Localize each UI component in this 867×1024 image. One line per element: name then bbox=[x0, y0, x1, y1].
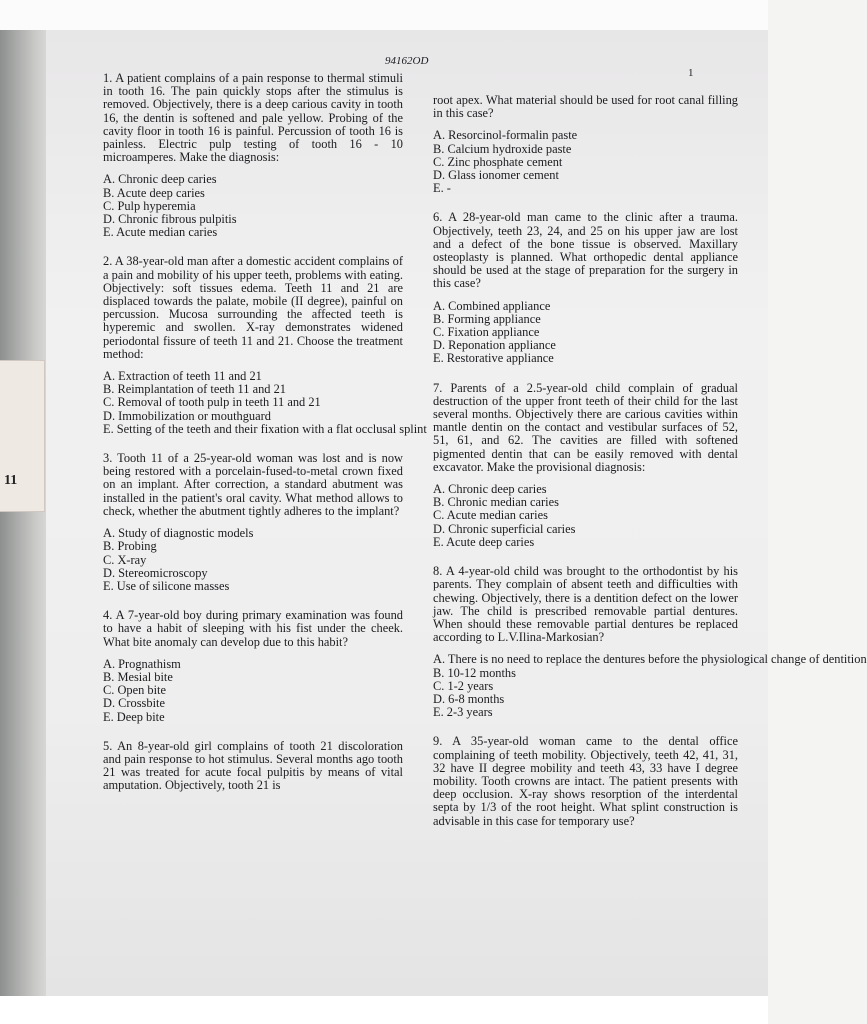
question-text: 9. A 35-year-old woman came to the dental office complaining of teeth mobility. Objectively, teeth 42, 41, 31, 32 have II degree mobility and teeth 43, 33 have I degree mobility. Tooth crowns are intact. The patient presents with deep occlusion. X-ray shows resorption of the interdental septa by 1/3 of the root height. What splint construction is advisable in this case for temporary use? bbox=[433, 734, 738, 828]
answer-option: A. Chronic deep caries bbox=[433, 482, 547, 497]
question-text: 6. A 28-year-old man came to the clinic after a trauma. Objectively, teeth 23, 24, and 25 on his upper jaw are lost and a defect of the bone tissue is observed. Maxillary osteoplasty is planned. What orthopedic dental appliance should be used at the stage of preparation for the surgery in this case? bbox=[433, 210, 738, 291]
answer-option: B. Mesial bite bbox=[103, 669, 173, 684]
answer-options bbox=[433, 652, 867, 720]
top-margin bbox=[0, 0, 768, 30]
answer-option: E. Acute median caries bbox=[103, 225, 218, 240]
answer-options bbox=[103, 527, 403, 593]
answer-option: A. Resorcinol-formalin paste bbox=[433, 128, 578, 143]
answer-option: D. Reponation appliance bbox=[433, 338, 556, 353]
answer-option: B. Chronic median caries bbox=[433, 495, 559, 510]
answer-option: C. Acute median caries bbox=[433, 508, 548, 523]
page-number: 1 bbox=[688, 67, 694, 79]
answer-options bbox=[433, 300, 738, 366]
left-column bbox=[103, 71, 427, 802]
side-bookmark-tab bbox=[0, 360, 45, 512]
side-tab-label: 11 bbox=[4, 473, 18, 488]
answer-options bbox=[103, 173, 403, 239]
answer-options bbox=[433, 129, 738, 195]
answer-option: E. - bbox=[433, 181, 451, 196]
question-text: 7. Parents of a 2.5-year-old child complain of gradual destruction of the upper front teeth of their child for the last several months. Objectively there are carious cavities within mantle dentin on the contact and vestibular surfaces of 52, 51, 61, and 62. The cavities are filled with softened pigmented dentin that can be easily removed with dental excavator. Make the provisional diagnosis: bbox=[433, 380, 738, 474]
document-code: 94162OD bbox=[385, 55, 429, 67]
answer-option: C. Removal of tooth pulp in teeth 11 and 21 bbox=[103, 395, 321, 410]
question-text: 3. Tooth 11 of a 25-year-old woman was lost and is now being restored with a porcelain-fused-to-metal crown fixed on an implant. After correction, a standard abutment was installed in the patient's oral cavity. What method allows to check, whether the abutment tightly adheres to the implant? bbox=[103, 451, 403, 518]
answer-option: C. Pulp hyperemia bbox=[103, 198, 196, 213]
answer-option: E. Deep bite bbox=[103, 709, 165, 724]
question-text: 1. A patient complains of a pain response to thermal stimuli in tooth 16. The pain quickly stops after the stimulus is removed. Objectively, there is a deep carious cavity in tooth 16, the dentin is softened and pale yellow. Probing of the cavity floor in tooth 16 is painful. Percussion of tooth 16 is painless. Electric pulp testing of tooth 16 - 10 microamperes. Make the diagnosis: bbox=[103, 71, 403, 165]
answer-option: D. 6-8 months bbox=[433, 691, 505, 706]
answer-option: B. 10-12 months bbox=[433, 665, 516, 680]
answer-option: A. Study of diagnostic models bbox=[103, 526, 254, 541]
answer-option: C. 1-2 years bbox=[433, 678, 494, 693]
answer-option: D. Chronic fibrous pulpitis bbox=[103, 212, 237, 227]
answer-option: D. Glass ionomer cement bbox=[433, 168, 559, 183]
question-text: 2. A 38-year-old man after a domestic accident complains of a pain and mobility of his upper teeth, problems with eating. Objectively: soft tissues edema. Teeth 11 and 21 are displaced towards the palate, mobile (II degree), painful on percussion. Mucosa surrounding the affected teeth is hyperemic and swollen. X-ray demonstrates widened periodontal fissure of teeth 11 and 21. Choose the treatment method: bbox=[103, 254, 403, 361]
answer-option: D. Immobilization or mouthguard bbox=[103, 408, 271, 423]
answer-option: E. Acute deep caries bbox=[433, 534, 535, 549]
right-column bbox=[433, 93, 867, 837]
answer-option: B. Forming appliance bbox=[433, 311, 541, 326]
answer-option: C. Zinc phosphate cement bbox=[433, 154, 563, 169]
answer-option: D. Crossbite bbox=[103, 696, 165, 711]
answer-option: D. Chronic superficial caries bbox=[433, 521, 576, 536]
answer-option: E. Restorative appliance bbox=[433, 351, 554, 366]
answer-option: B. Calcium hydroxide paste bbox=[433, 141, 572, 156]
answer-option: D. Stereomicroscopy bbox=[103, 565, 208, 580]
answer-option: C. Fixation appliance bbox=[433, 325, 540, 340]
question-text: 4. A 7-year-old boy during primary examination was found to have a habit of sleeping with his fist under the cheek. What bite anomaly can develop due to this habit? bbox=[103, 608, 403, 649]
answer-option: A. Combined appliance bbox=[433, 298, 551, 313]
answer-option: B. Reimplantation of teeth 11 and 21 bbox=[103, 382, 286, 397]
answer-option: B. Probing bbox=[103, 539, 157, 554]
answer-option: C. Open bite bbox=[103, 683, 166, 698]
answer-option: A. Extraction of teeth 11 and 21 bbox=[103, 369, 262, 384]
question-text: 5. An 8-year-old girl complains of tooth 21 discoloration and pain response to hot stimulus. Several months ago tooth 21 was treated for acute focal pulpitis by means of vital amputation. Objectively, tooth 21 is bbox=[103, 738, 403, 793]
answer-option: B. Acute deep caries bbox=[103, 185, 205, 200]
page-edge-shadow bbox=[0, 30, 50, 996]
question-text: root apex. What material should be used for root canal filling in this case? bbox=[433, 93, 738, 121]
answer-option: A. Chronic deep caries bbox=[103, 172, 217, 187]
answer-options bbox=[103, 658, 403, 724]
answer-option: E. Use of silicone masses bbox=[103, 578, 230, 593]
answer-option: C. X-ray bbox=[103, 552, 147, 567]
bottom-margin bbox=[0, 996, 768, 1024]
answer-options bbox=[103, 369, 427, 436]
answer-option: E. 2-3 years bbox=[433, 705, 493, 720]
answer-option: E. Setting of the teeth and their fixation with a flat occlusal splint bbox=[103, 421, 427, 436]
answer-option: A. There is no need to replace the dentures before the physiological change of dentition bbox=[433, 652, 867, 667]
question-text: 8. A 4-year-old child was brought to the orthodontist by his parents. They complain of absent teeth and difficulties with chewing. Objectively, there is a dentition defect on the lower jaw. The child is prescribed removable partial dentures. When should these removable partial dentures be replaced according to L.V.Ilina-Markosian? bbox=[433, 564, 738, 645]
answer-options bbox=[433, 483, 738, 549]
answer-option: A. Prognathism bbox=[103, 656, 181, 671]
